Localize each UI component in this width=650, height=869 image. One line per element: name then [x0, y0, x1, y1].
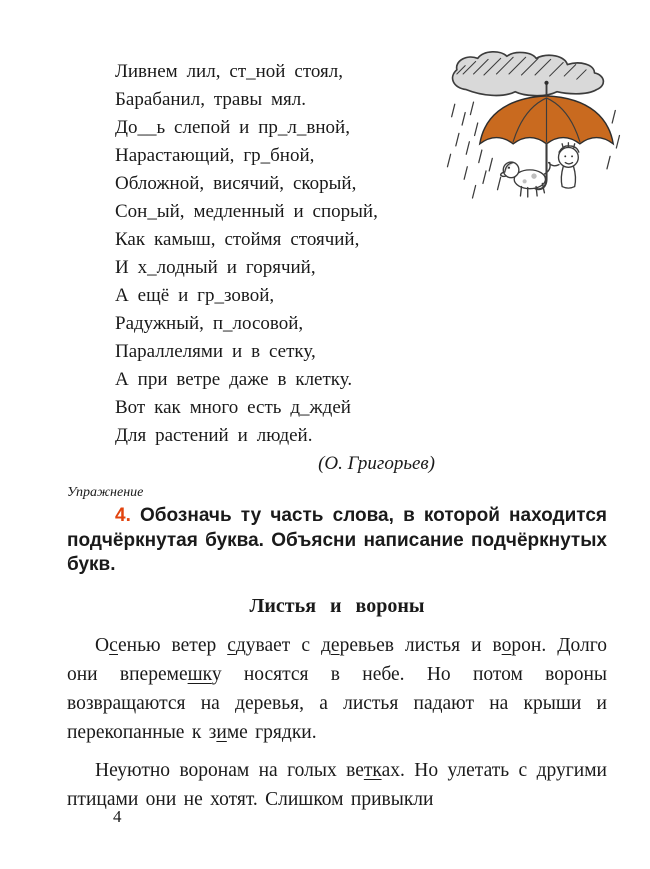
poem-line: Нарастающий, гр_бной, — [115, 145, 315, 166]
poem-line: А ещё и гр_зовой, — [115, 285, 275, 306]
poem-attribution: (О. Григорьев) — [318, 453, 435, 474]
exercise-number: 4. — [115, 505, 131, 526]
exercise-statement — [67, 504, 607, 578]
reading-paragraph-2: Неуютно воронам на голых ветках. Но улетать с другими птицами они не хотят. Слишком привыкли — [67, 759, 607, 810]
poem-line: Вот как много есть д_ждей — [115, 397, 351, 418]
poem-line: Сон_ый, медленный и спорый, — [115, 201, 378, 222]
illustration-svg — [438, 50, 630, 222]
poem-line: Барабанил, травы мял. — [115, 89, 307, 110]
poem-block — [67, 58, 439, 478]
page-number: 4 — [113, 807, 122, 826]
poem-line: До__ь слепой и пр_л_вной, — [115, 117, 350, 138]
dog-figure — [501, 162, 550, 197]
poem-line: Параллелями и в сетку, — [115, 341, 316, 362]
exercise-text: Обозначь ту часть слова, в которой находится подчёркнутая буква. Объясни написание подчёркнутых букв. — [67, 505, 607, 575]
poem-line: А при ветре даже в клетку. — [115, 369, 353, 390]
poem-line: Обложной, висячий, скорый, — [115, 173, 357, 194]
poem-line: Как камыш, стоймя стоячий, — [115, 229, 360, 250]
reading-title: Листья и вороны — [249, 594, 425, 617]
reading-paragraph-1: Осенью ветер сдувает с деревьев листья и ворон. Долго они вперемешку носятся в небе. Но потом вороны возвращаются на деревья, а листья падают на крыши и перекопанные к зиме грядки. — [67, 634, 607, 743]
rain-cloud-icon — [453, 52, 604, 96]
poem-line: Радужный, п_лосовой, — [115, 313, 304, 334]
exercise-label: Упражнение — [67, 485, 144, 500]
poem-line: Ливнем лил, ст_ной стоял, — [115, 61, 343, 82]
person-figure — [549, 143, 579, 188]
rain-umbrella-illustration — [438, 50, 630, 222]
poem-line: И х_лодный и горячий, — [115, 257, 316, 278]
poem-line: Для растений и людей. — [115, 425, 313, 446]
